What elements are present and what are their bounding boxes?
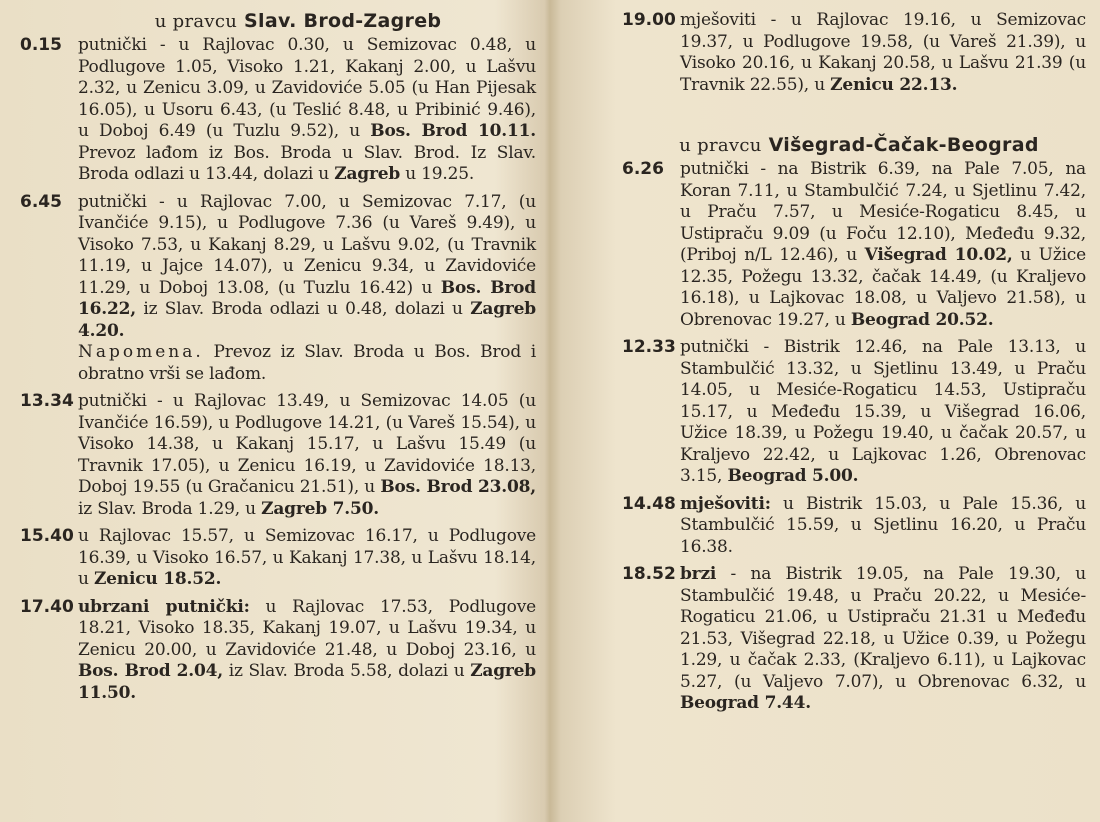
timetable-entry: [20, 597, 536, 705]
route-description: [680, 10, 1086, 96]
route-segment-bold: Beograd 5.00.: [727, 466, 859, 486]
route-description: [680, 159, 1086, 331]
route-segment-bold: Beograd 20.52.: [850, 309, 994, 330]
departure-time: 17.40: [20, 596, 74, 617]
route-segment: - na Bistrik 19.05, na Pale 19.30, u Stambulčić 19.48, u Praču 20.22, u Mesiće-Rogaticu 21.06, u Ustipraču 21.31 u Međeđu 21.53, Višegrad 22.18, u Užice 0.39, u Požegu 1.29, u čačak 2.33, (Kraljevo 6.11), u Lajkovac 5.27, (u Valjevo 7.07), u Obrenovac 6.32, u: [680, 564, 1086, 692]
heading-visegrad-cacak-beograd: [622, 134, 1086, 157]
left-entries: [20, 35, 536, 704]
route-segment: mješoviti - u Rajlovac 19.16, u Semizovac 19.37, u Podlugove 19.58, (u Vareš 21.39), u Visoko 20.16, u Kakanj 20.58, u Lašvu 21.39 (u Travnik 22.55), u: [680, 10, 1086, 95]
left-page: [0, 0, 548, 822]
timetable-entry: [20, 391, 536, 520]
departure-time: 15.40: [20, 526, 74, 546]
route-segment-bold: ubrzani putnički:: [78, 596, 250, 617]
note-text: Prevoz iz Slav. Broda u Bos. Brod i obratno vrši se lađom.: [78, 342, 536, 384]
departure-time: 12.33: [622, 337, 676, 357]
route-description: [680, 494, 1086, 559]
heading-lead: u pravcu: [154, 11, 238, 32]
timetable-entry: [622, 564, 1086, 715]
timetable-entry: [20, 526, 536, 591]
route-segment-bold: Zagreb 7.50.: [261, 498, 379, 519]
route-segment: u Rajlovac 15.57, u Semizovac 16.17, u Podlugove 16.39, u Visoko 16.57, u Kakanj 17.38, u Lašvu 18.14, u: [78, 526, 536, 589]
route-segment: u Bistrik 15.03, u Pale 15.36, u Stambulčić 15.59, u Sjetlinu 16.20, u Praču 16.38.: [680, 493, 1086, 557]
route-segment-bold: Zagreb 11.50.: [78, 661, 536, 703]
departure-time: 0.15: [20, 35, 62, 55]
route-segment: iz Slav. Broda 5.58, dolazi u: [223, 661, 471, 681]
departure-time: 13.34: [20, 391, 74, 411]
timetable-entry: [20, 35, 536, 186]
timetable-entry: [622, 494, 1086, 559]
departure-time: 6.26: [622, 159, 664, 179]
route-description: [78, 192, 536, 386]
route-segment: putnički - u Rajlovac 7.00, u Semizovac 7.17, (u Ivančiće 9.15), u Podlugove 7.36 (u Vareš 9.49), u Visoko 7.53, u Kakanj 8.29, u Lašvu 9.02, (u Travnik 11.19, u Jajce 14.07), u Zenicu 9.34, u Zavidoviće 11.29, u Doboj 13.08, (u Tuzlu 16.42) u: [78, 191, 536, 298]
timetable-entry: [622, 10, 1086, 96]
right-top-entry: [622, 10, 1086, 96]
route-segment-bold: Bos. Brod 2.04,: [78, 661, 223, 681]
route-segment: u Rajlovac 17.53, Podlugove 18.21, Visoko 18.35, Kakanj 19.07, u Lašvu 19.34, u Zenicu 20.00, u Zavidoviće 21.48, u Doboj 23.16, u: [78, 596, 536, 660]
departure-time: 18.52: [622, 564, 676, 584]
route-segment-bold: Zenicu 22.13.: [830, 74, 958, 95]
route-segment: Prevoz lađom iz Bos. Broda u Slav. Brod. Iz Slav. Broda odlazi u 13.44, dolazi u: [78, 142, 536, 184]
route-segment-bold: Bos. Brod 23.08,: [380, 477, 536, 497]
right-page: [560, 0, 1100, 822]
note-label: Napomena.: [78, 342, 204, 362]
heading-place: Slav. Brod-Zagreb: [244, 10, 442, 32]
route-description: [78, 597, 536, 705]
route-segment-bold: brzi: [680, 564, 717, 584]
heading-slav-brod-zagreb: [20, 10, 536, 33]
route-segment-bold: mješoviti:: [680, 493, 771, 514]
route-segment-bold: Zagreb: [334, 164, 401, 184]
departure-time: 19.00: [622, 10, 676, 30]
route-segment-bold: Višegrad 10.02,: [864, 245, 1013, 265]
timetable-entry: [622, 337, 1086, 488]
route-segment: putnički - Bistrik 12.46, na Pale 13.13, u Stambulčić 13.32, u Sjetlinu 13.49, u Praču 14.05, u Mesiće-Rogaticu 14.53, Ustipraču 15.17, u Međeđu 15.39, u Višegrad 16.06, Užice 18.39, u Požegu 19.40, u čačak 20.57, u Kraljevo 22.42, u Lajkovac 1.26, Obrenovac 3.15,: [680, 337, 1086, 486]
route-description: [78, 526, 536, 591]
route-note: [78, 342, 536, 385]
route-segment: u Užice 12.35, Požegu 13.32, čačak 14.49, (u Kraljevo 16.18), u Lajkovac 18.08, u Valjevo 21.58), u Obrenovac 19.27, u: [680, 245, 1086, 330]
timetable-entry: [622, 159, 1086, 331]
departure-time: 14.48: [622, 493, 676, 514]
heading-lead: u pravcu: [679, 135, 762, 156]
route-segment: putnički - na Bistrik 6.39, na Pale 7.05, na Koran 7.11, u Stambulčić 7.24, u Sjetlinu 7.42, u Praču 7.57, u Mesiće-Rogaticu 8.45, u Ustipraču 9.09 (u Foču 12.10), Međeđu 9.32, (Priboj n/L 12.46), u: [680, 159, 1086, 265]
route-segment: putnički - u Rajlovac 0.30, u Semizovac 0.48, u Podlugove 1.05, Visoko 1.21, Kakanj 2.00, u Lašvu 2.32, u Zenicu 3.09, u Zavidoviće 5.05 (u Han Pijesak 16.05), u Usoru 6.43, (u Teslić 8.48, u Pribinić 9.46), u Doboj 6.49 (u Tuzlu 9.52), u: [78, 35, 536, 141]
route-segment: iz Slav. Broda 1.29, u: [78, 498, 262, 519]
heading-place: Višegrad-Čačak-Beograd: [768, 134, 1039, 156]
departure-time: 6.45: [20, 191, 62, 212]
route-segment-bold: Bos. Brod 16.22,: [78, 277, 536, 319]
route-description: [680, 337, 1086, 488]
route-description: [78, 391, 536, 520]
route-segment: u 19.25.: [400, 164, 475, 184]
timetable-entry: [20, 192, 536, 386]
route-segment-bold: Beograd 7.44.: [680, 693, 811, 713]
route-segment: iz Slav. Broda odlazi u 0.48, dolazi u: [135, 299, 471, 319]
route-segment: putnički - u Rajlovac 13.49, u Semizovac 14.05 (u Ivančiće 16.59), u Podlugove 14.21, (u Vareš 15.54), u Visoko 14.38, u Kakanj 15.17, u Lašvu 15.49 (u Travnik 17.05), u Zenicu 16.19, u Zavidoviće 18.13, Doboj 19.55 (u Gračanicu 21.51), u: [78, 391, 536, 497]
route-segment-bold: Bos. Brod 10.11.: [370, 121, 536, 141]
route-segment-bold: Zenicu 18.52.: [93, 569, 222, 589]
route-segment-bold: Zagreb 4.20.: [78, 299, 536, 341]
route-description: [680, 564, 1086, 715]
right-entries: [622, 159, 1086, 715]
route-description: [78, 35, 536, 186]
